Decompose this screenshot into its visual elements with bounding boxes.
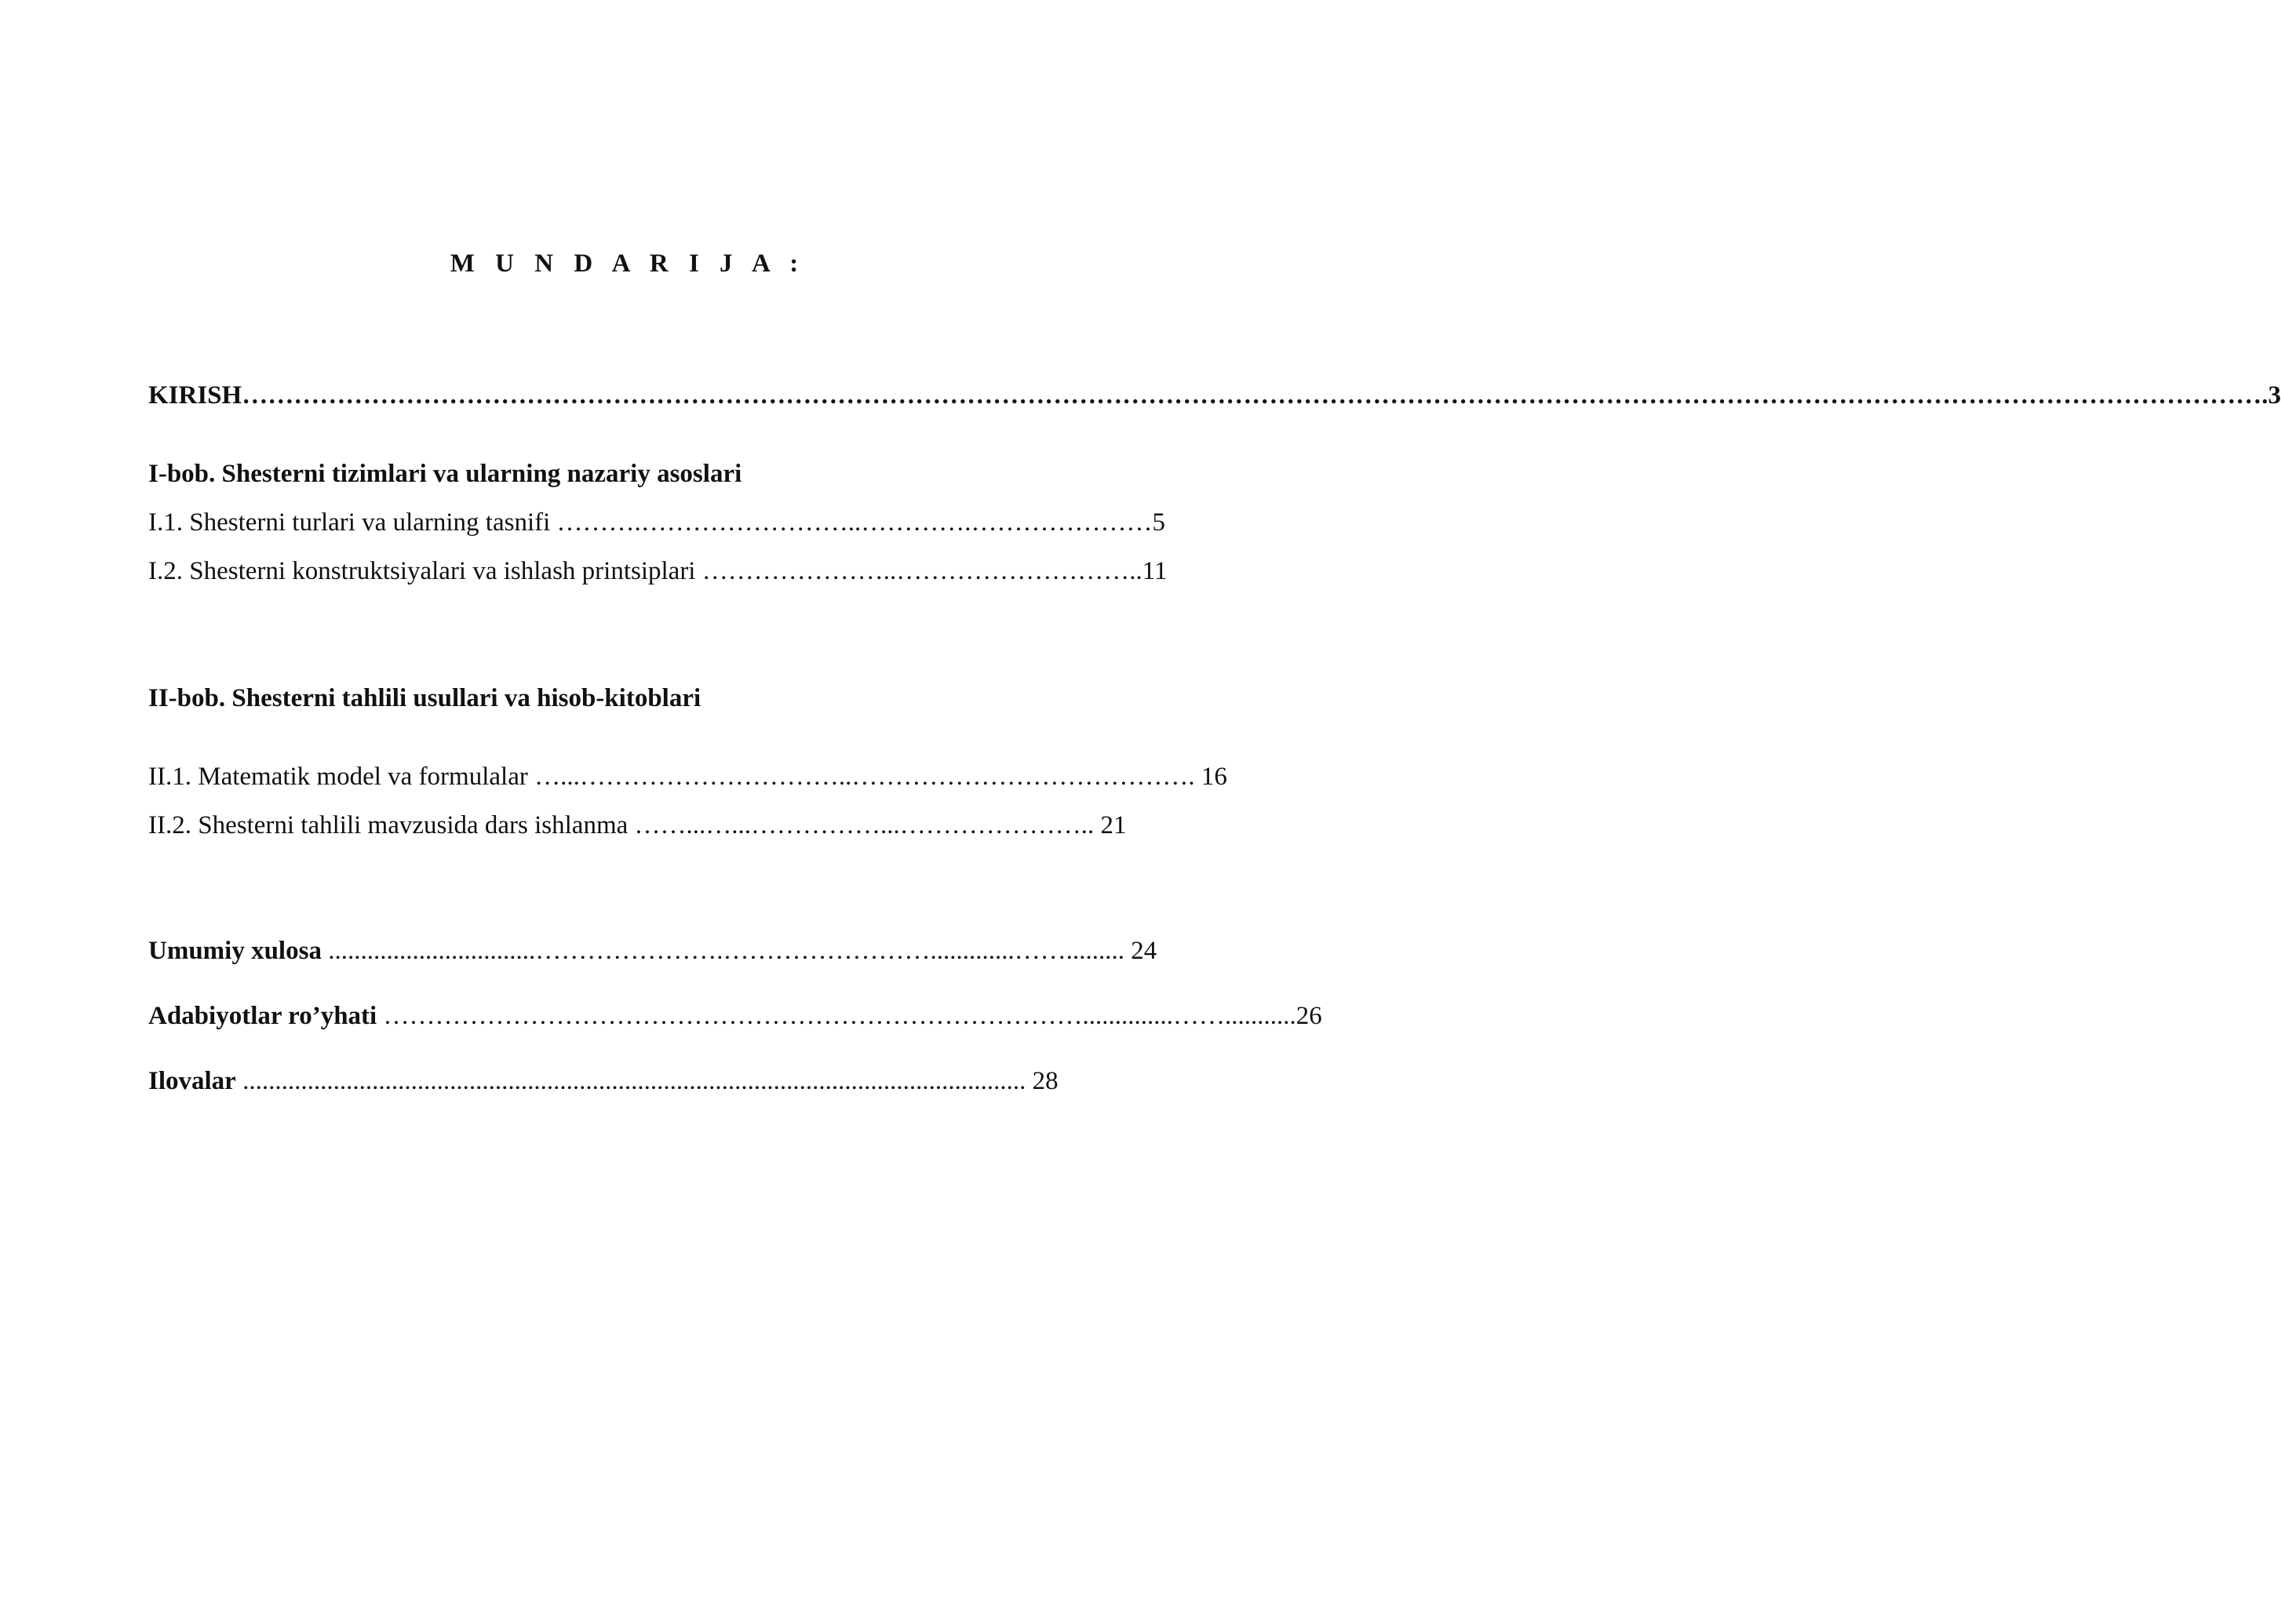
toc-entry-references-label: Adabiyotlar ro’yhati [148, 1002, 377, 1030]
toc-entry-2-2: II.2. Shesterni tahlili mavzusida dars ishlanma ……...…...……………...………………….. 21 [148, 811, 1127, 839]
toc-entry-references [148, 1000, 1322, 1032]
toc-entry-conclusion-leader: ................................………………….…………………….............……......... 24 [321, 937, 1157, 965]
toc-chapter-1: I-bob. Shesterni tizimlari va ularning nazariy asoslari [148, 460, 742, 488]
toc-entry-1-2: I.2. Shesterni konstruktsiyalari va ishlash printsiplari …………………..………………………..11 [148, 557, 1168, 585]
toc-entry-2-1: II.1. Matematik model va formulalar …...…………………………..…………………………………. 16 [148, 763, 1227, 791]
toc-entry-kirish: KIRISH……………………………………………………………………………………………………………………………………………………………………………………………………………….3 [148, 381, 2281, 410]
toc-entry-appendix-leader: ......................................................................................................................... 28 [235, 1067, 1059, 1095]
toc-entry-appendix [148, 1065, 1168, 1097]
toc-entry-appendix-label: Ilovalar [148, 1067, 236, 1095]
toc-entry-1-1: I.1. Shesterni turlari va ularning tasnifi ……….……………………..………….…………………5 [148, 508, 1166, 537]
toc-entry-conclusion [148, 935, 1168, 967]
toc-entry-conclusion-label: Umumiy xulosa [148, 937, 322, 965]
toc-title: M U N D A R I J A : [450, 249, 806, 278]
toc-chapter-2: II-bob. Shesterni tahlili usullari va hisob-kitoblari [148, 684, 701, 712]
toc-entry-references-leader: ………………………………………………………………………..............……...........26 [377, 1002, 1322, 1030]
